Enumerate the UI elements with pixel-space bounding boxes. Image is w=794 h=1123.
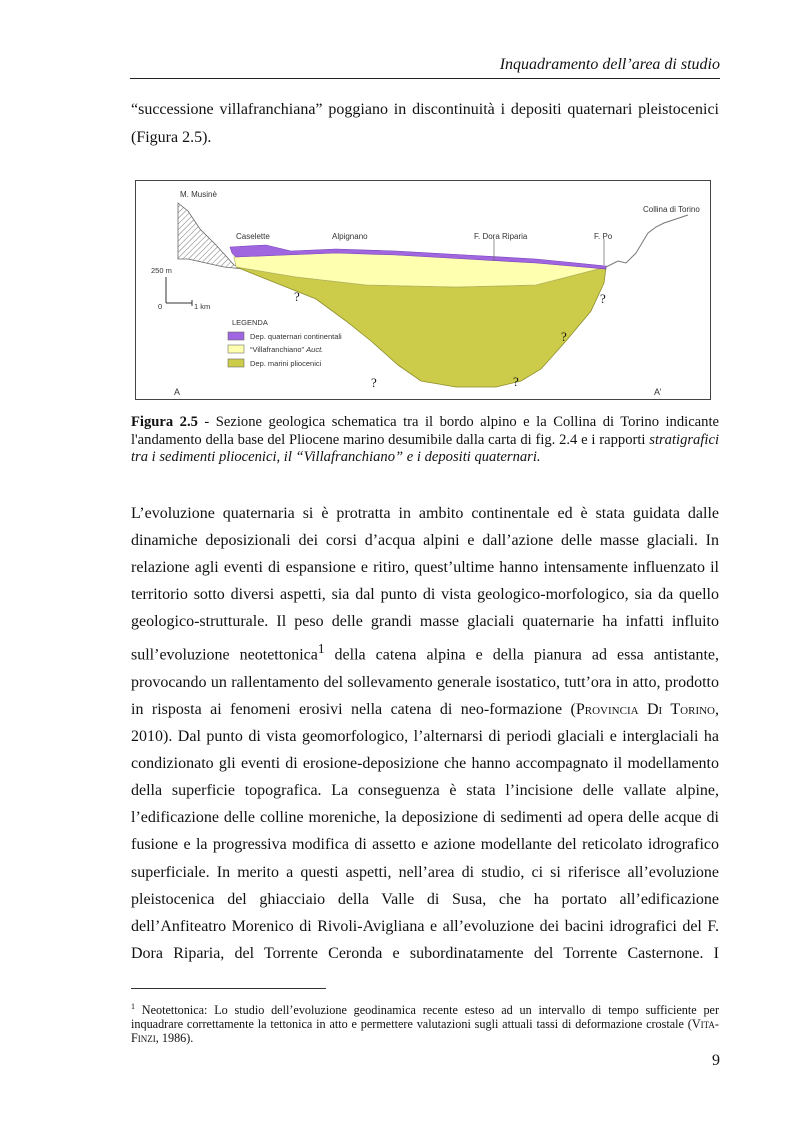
footnote-rule bbox=[131, 988, 326, 989]
lead-line-1: “successione villafranchiana” poggiano in discontinuità i depositi quaternari pleistocenici bbox=[131, 101, 719, 118]
question-mark: ? bbox=[371, 375, 377, 390]
question-mark: ? bbox=[294, 289, 300, 304]
footnote-text-end: , 1986). bbox=[155, 1031, 194, 1046]
body-text-run: , bbox=[715, 700, 720, 718]
footnote-citation: Vita-Finzi bbox=[131, 1017, 719, 1046]
legend-label-villafranchiano: “Villafranchiano” Auct. bbox=[250, 345, 324, 354]
footnote-text: Neotettonica: Lo studio dell’evoluzione geodinamica recente esteso ad un intervallo di tempo sufficiente per inquadrare correttamente la tettonica in atto e permettere valutazioni sugli attuali tassi di deformazione crostale ( bbox=[131, 1003, 719, 1032]
caption-italic: stratigrafici tra i sedimenti pliocenici, il “Villafranchiano” e i depositi quaternari. bbox=[131, 431, 719, 465]
scale-horizontal-label: 1 km bbox=[194, 302, 211, 311]
citation-author: Provincia Di Torino bbox=[575, 700, 716, 718]
lead-paragraph bbox=[131, 96, 719, 152]
caption-label: Figura 2.5 bbox=[131, 414, 198, 430]
body-line: condizionato gli eventi di erosione-deposizione che hanno accompagnato il modellamento bbox=[131, 755, 719, 773]
header-rule bbox=[130, 78, 720, 79]
legend-label-quaternary: Dep. quaternari continentali bbox=[250, 332, 342, 341]
legend-title: LEGENDA bbox=[232, 318, 268, 327]
body-line-footnote-ref bbox=[131, 635, 719, 668]
legend-swatch-quaternary bbox=[228, 332, 244, 340]
section-end-label: A’ bbox=[654, 387, 662, 397]
label-alpignano: Alpignano bbox=[332, 232, 368, 241]
body-line: Dora Riparia, del Torrente Ceronda e subordinatamente del Torrente Casternone. I bbox=[131, 944, 719, 962]
figure-caption bbox=[131, 414, 719, 467]
footnote-reference: 1 bbox=[317, 641, 325, 657]
body-line: territorio sotto diversi aspetti, sia dal punto di vista geologico-morfologico, sia da quello bbox=[131, 586, 719, 604]
question-mark: ? bbox=[600, 291, 606, 306]
body-text-run: della catena alpina e della pianura ad essa antistante, bbox=[324, 646, 720, 664]
body-line: l’edificazione delle colline moreniche, la deposizione di sedimenti ad opera delle acque di bbox=[131, 809, 719, 827]
scale-zero: 0 bbox=[158, 302, 163, 311]
body-line: 2010). Dal punto di vista geomorfologico, l’alternarsi di periodi glaciali e interglaciali ha bbox=[131, 728, 719, 746]
section-start-label: A bbox=[174, 387, 181, 397]
figure-2-5 bbox=[135, 180, 711, 400]
body-line: superficiale. In merito a questi aspetti, nell’area di studio, ci si riferisce all’evoluzione bbox=[131, 863, 719, 881]
page-number: 9 bbox=[712, 1052, 720, 1069]
body-text-run: in risposta ai fenomeni erosivi nella catena di neo-formazione ( bbox=[131, 700, 576, 718]
running-header: Inquadramento dell’area di studio bbox=[499, 56, 720, 73]
legend-swatch-pliocene bbox=[228, 359, 244, 367]
collina-profile bbox=[606, 215, 688, 267]
body-line: L’evoluzione quaternaria si è protratta in ambito continentale ed è stata guidata dalle bbox=[131, 505, 719, 522]
label-caselette: Caselette bbox=[236, 232, 270, 241]
label-collina: Collina di Torino bbox=[643, 205, 700, 214]
label-musine: M. Musinè bbox=[180, 190, 217, 199]
legend-label-pliocene: Dep. marini pliocenici bbox=[250, 359, 322, 368]
scale-vertical-label: 250 m bbox=[151, 266, 172, 275]
body-line: relazione agli eventi di espansione e ritiro, quest’ultime hanno intensamente influenzato il bbox=[131, 559, 719, 577]
label-dora: F. Dora Riparia bbox=[474, 232, 528, 241]
geological-section bbox=[136, 181, 712, 401]
question-mark: ? bbox=[561, 329, 567, 344]
body-line-citation bbox=[131, 696, 719, 723]
lead-line-2: (Figura 2.5). bbox=[131, 129, 212, 146]
footnote-mark: 1 bbox=[131, 1002, 135, 1011]
footnote bbox=[131, 1000, 719, 1045]
legend-swatch-villafranchiano bbox=[228, 345, 244, 353]
body-paragraph bbox=[131, 500, 719, 967]
body-text-run: sull’evoluzione neotettonica bbox=[131, 646, 318, 664]
body-line: provocando un rallentamento del sollevamento generale isostatico, tutt’ora in atto, prodotto bbox=[131, 673, 719, 691]
question-mark: ? bbox=[513, 374, 519, 389]
body-line: della superficie topografica. La conseguenza è stata l’incisione delle vallate alpine, bbox=[131, 782, 719, 800]
label-po: F. Po bbox=[594, 232, 613, 241]
body-line: dell’Anfiteatro Morenico di Rivoli-Avigliana e all’evoluzione dei bacini idrografici del F. bbox=[131, 917, 719, 935]
body-line: geologico-strutturale. Il peso delle grandi masse glaciali quaternarie ha infatti influito bbox=[131, 613, 719, 631]
body-line: pleistocenica del ghiacciaio della Valle di Susa, che ha portato all’edificazione bbox=[131, 890, 719, 908]
body-line: fusione e la progressiva modifica di assetto e azione modellante del reticolato idrografico bbox=[131, 836, 719, 854]
caption-text: - Sezione geologica schematica tra il bordo alpino e la Collina di Torino indicante l'andamento della base del Pliocene marino desumibile dalla carta di fig. 2.4 e i rapporti bbox=[131, 414, 719, 448]
body-line: dinamiche deposizionali dei corsi d’acqua alpini e dall’azione delle masse glaciali. In bbox=[131, 532, 719, 550]
